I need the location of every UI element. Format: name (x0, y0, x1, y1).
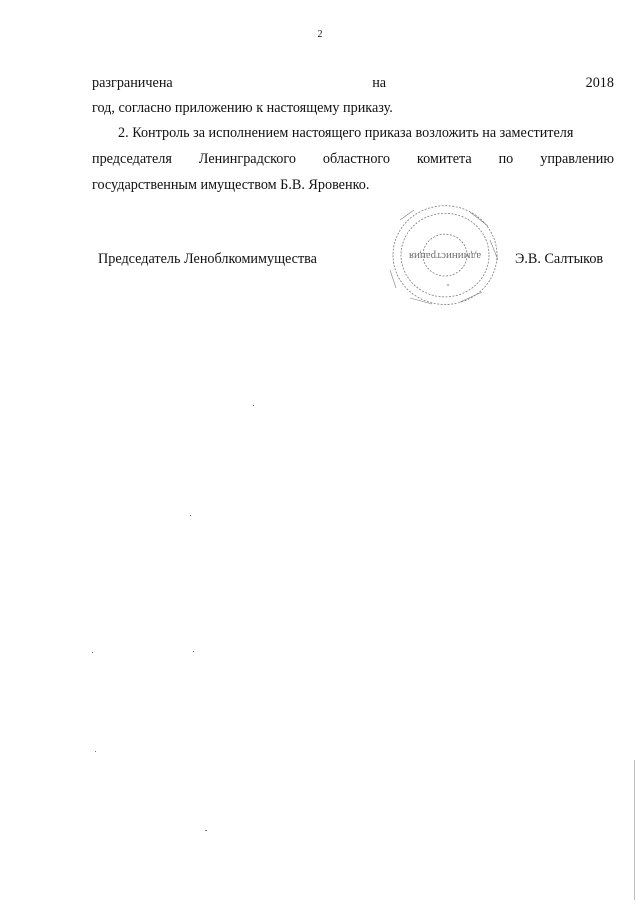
scan-speck (634, 760, 635, 900)
paragraph-item-2-line: 2. Контроль за исполнением настоящего приказа возложить на заместителя (118, 125, 574, 141)
word-1: председателя (92, 151, 172, 167)
scan-speck (205, 830, 207, 831)
word-na: на (372, 75, 387, 91)
scan-speck (190, 515, 191, 516)
svg-text:*: * (446, 284, 450, 290)
signature-title: Председатель Леноблкомимущества (98, 251, 317, 267)
page-number: 2 (317, 29, 323, 40)
word-razgranichena: разграничена (92, 75, 173, 91)
paragraph-line-2: год, согласно приложению к настоящему приказу. (92, 100, 393, 116)
stamp-text: администрация (408, 250, 482, 262)
word-6: управлению (540, 151, 614, 167)
word-2: Ленинградского (198, 151, 296, 167)
word-year: 2018 (585, 75, 614, 91)
signature-name: Э.В. Салтыков (515, 251, 604, 267)
scan-speck (92, 652, 93, 653)
scan-speck (95, 751, 96, 752)
scan-speck (253, 405, 254, 406)
word-5: по (498, 151, 514, 167)
scan-speck (193, 651, 194, 652)
paragraph-line-1 (92, 74, 614, 92)
paragraph-line-4 (92, 150, 614, 168)
word-4: комитета (416, 151, 472, 167)
paragraph-line-5: государственным имуществом Б.В. Яровенко. (92, 177, 370, 193)
word-3: областного (322, 151, 390, 167)
official-stamp-icon (370, 200, 520, 315)
